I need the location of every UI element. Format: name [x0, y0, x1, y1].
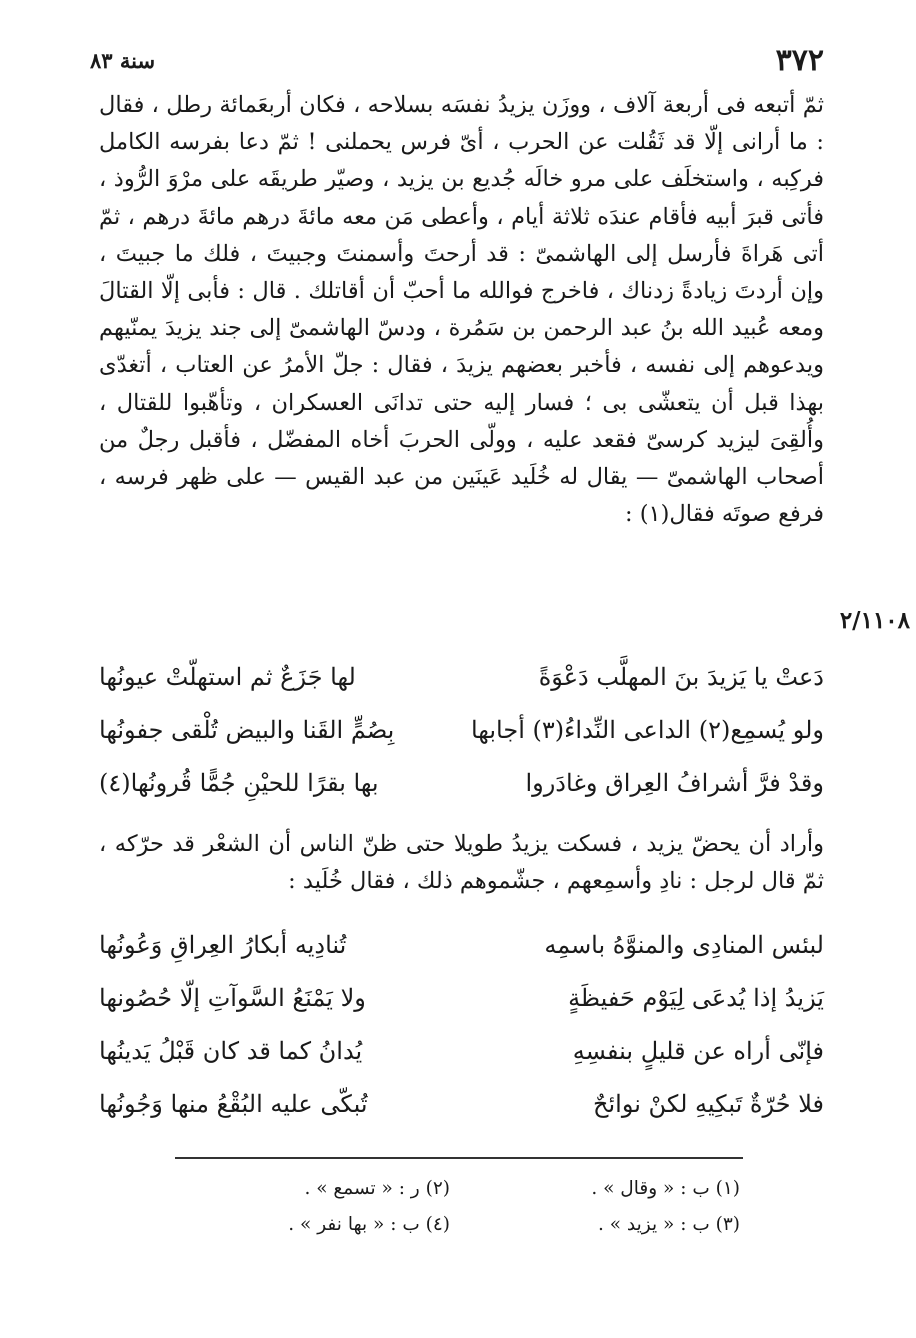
page-number: ٣٧٢ [775, 42, 824, 78]
main-paragraph [99, 87, 824, 533]
verse-first-hemistich: دَعتْ يا يَزيدَ بنَ المهلَّب دَعْوَةً [538, 662, 824, 691]
verse-first-hemistich: فلا حُرّةٌ تَبكِيهِ لكنْ نوائحٌ [593, 1089, 824, 1118]
footnote: (٢) ر : « تسمع » . [304, 1177, 450, 1199]
verse-second-hemistich: يُدانُ كما قد كان قَبْلُ يَدينُها [99, 1036, 363, 1065]
verse-second-hemistich: لها جَزَعٌ ثم استهلّتْ عيونُها [99, 662, 356, 691]
verse-second-hemistich: ولا يَمْنَعُ السَّوآتِ إلّا حُصُونها [99, 983, 366, 1012]
verse-line [99, 703, 824, 756]
verse-line [99, 650, 824, 703]
verse-second-hemistich: بِصُمٍّ القَنا والبيض تُلْقى جفونُها [99, 715, 395, 744]
poem-hashimi [99, 650, 824, 809]
verse-second-hemistich: تُنادِيه أبكارُ العِراقِ وَعُونُها [99, 930, 347, 959]
poem-khulayd [99, 918, 824, 1130]
verse-second-hemistich: بها بقرًا للحيْنِ جُمًّا قُرونُها(٤) [99, 768, 379, 797]
footnote-divider [175, 1157, 743, 1159]
verse-line [99, 918, 824, 971]
footnote-row [180, 1170, 740, 1206]
verse-line [99, 971, 824, 1024]
second-paragraph [99, 826, 824, 900]
verse-first-hemistich: لبئس المنادِى والمنوَّهُ باسمِه [544, 930, 824, 959]
verse-first-hemistich: ولو يُسمِع(٢) الداعى النِّداءُ(٣) أجابها [470, 715, 824, 744]
verse-first-hemistich: وقدْ فرَّ أشرافُ العِراق وغادَروا [525, 768, 824, 797]
page-header [90, 40, 824, 80]
footnote: (٤) ب : « بها نفر » . [288, 1213, 450, 1235]
verse-line [99, 1024, 824, 1077]
footnotes [180, 1170, 740, 1242]
paragraph-text: ثمّ أتبعه فى أربعة آلاف ، ووزَن يزيدُ نفسَه بسلاحه ، فكان أربعَمائة رطل ، فقال : ما أرانى إلّا قد ثَقُلت عن الحرب ، أىّ فرس يحملنى ! ثمّ دعا بفرسه الكامل فركِبه ، واستخلَف على مرو خالَه جُديع بن يزيد ، وصيّر طريقَه على مرْوَ الرُّوذ ، فأتى قبرَ أبيه فأقام عندَه ثلاثة أيام ، وأعطى مَن معه مائةَ درهم مائةَ درهم ، ثمّ أتى هَراةَ فأرسل إلى الهاشمىّ : قد أرحتَ وأسمنتَ وجبيتَ ، فلك ما جبيتَ ، وإن أردتَ زيادةً زدناك ، فاخرج فوالله ما أحبّ أن أقاتلك . قال : فأبى إلّا القتالَ ومعه عُبيد الله بنُ عبد الرحمن بن سَمُرة ، ودسّ الهاشمىّ إلى جند يزيدَ يمنّيهم ويدعوهم إلى نفسه ، فأخبر بعضهم يزيدَ ، فقال : جلّ الأمرُ عن العتاب ، أتغدّى بهذا قبل أن يتعشّى بى ؛ فسار إليه حتى تدانَى العسكران ، وتأهّبوا للقتال ، وأُلقِىَ ليزيد كرسىّ فقعد عليه ، وولّى الحربَ أخاه المفضّل ، فأقبل رجلٌ من أصحاب الهاشمىّ — يقال له خُلَيد عَينَين من عبد القيس — على ظهر فرسه ، فرفع صوتَه فقال(١) : [99, 92, 824, 528]
footnote: (١) ب : « وقال » . [591, 1177, 740, 1199]
verse-line [99, 1077, 824, 1130]
running-head-year: سنة ٨٣ [90, 47, 156, 73]
verse-first-hemistich: فإنّى أراه عن قليلٍ بنفسِهِ [572, 1036, 824, 1065]
footnote-row [180, 1206, 740, 1242]
verse-first-hemistich: يَزيدُ إذا يُدعَى لِيَوْم حَفيظَةٍ [568, 983, 824, 1012]
verse-second-hemistich: تُبكّى عليه البُقْعُ منها وَجُونُها [99, 1089, 368, 1118]
footnote: (٣) ب : « يزيد » . [597, 1213, 740, 1235]
margin-reference: ٢/١١٠٨ [839, 607, 910, 634]
paragraph-text: وأراد أن يحضّ يزيد ، فسكت يزيدُ طويلا حتى ظنّ الناس أن الشعْر قد حرّكه ، ثمّ قال لرجل : نادِ وأسمِعهم ، جشّموهم ذلك ، فقال خُلَيد : [99, 831, 824, 895]
verse-line [99, 756, 824, 809]
